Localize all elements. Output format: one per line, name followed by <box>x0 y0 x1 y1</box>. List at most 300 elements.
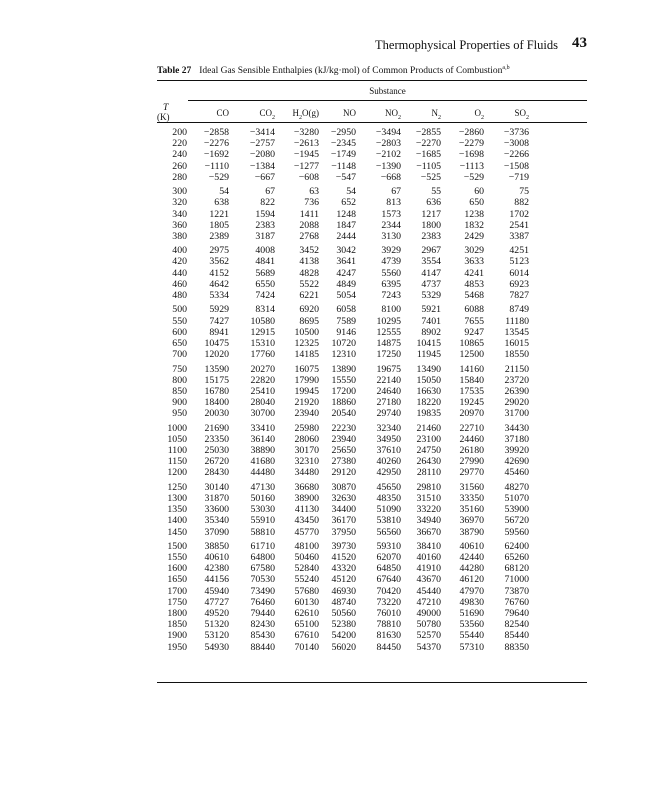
header-rule <box>157 122 587 123</box>
table-row <box>157 397 587 408</box>
enthalpy-cell: 1573 <box>381 208 401 220</box>
substance-rule <box>188 100 587 101</box>
temperature-cell: 1250 <box>167 481 187 493</box>
enthalpy-cell: 73490 <box>250 585 275 597</box>
column-header-base: N <box>431 108 438 118</box>
enthalpy-cell: 8749 <box>509 304 529 316</box>
enthalpy-cell: 18550 <box>504 349 529 361</box>
temperature-cell: 240 <box>172 149 187 161</box>
enthalpy-cell: 4152 <box>209 267 229 279</box>
enthalpy-cell: 51070 <box>504 492 529 504</box>
table-row <box>157 504 587 515</box>
enthalpy-cell: 14185 <box>294 349 319 361</box>
enthalpy-cell: 37180 <box>504 433 529 445</box>
enthalpy-cell: 60130 <box>294 596 319 608</box>
table-title: Ideal Gas Sensible Enthalpies (kJ/kg·mol) of Common Products of Combustion <box>199 66 503 77</box>
enthalpy-cell: 23720 <box>504 374 529 386</box>
enthalpy-cell: 22710 <box>459 422 484 434</box>
enthalpy-cell: 41910 <box>416 563 441 575</box>
enthalpy-cell: 8314 <box>255 304 275 316</box>
enthalpy-cell: 15840 <box>459 374 484 386</box>
enthalpy-cell: 17200 <box>331 385 356 397</box>
enthalpy-cell: 44480 <box>250 467 275 479</box>
enthalpy-cell: 2383 <box>421 230 441 242</box>
enthalpy-cell: 84450 <box>376 641 401 653</box>
enthalpy-cell: 23100 <box>416 433 441 445</box>
table-row <box>157 552 587 563</box>
enthalpy-cell: 6058 <box>336 304 356 316</box>
enthalpy-cell: 39730 <box>331 540 356 552</box>
enthalpy-cell: 29770 <box>459 467 484 479</box>
enthalpy-cell: −1692 <box>203 149 229 161</box>
enthalpy-cell: 2975 <box>209 245 229 257</box>
enthalpy-cell: 88440 <box>250 641 275 653</box>
temperature-cell: 1450 <box>167 526 187 538</box>
temperature-cell: 1750 <box>167 596 187 608</box>
table-row <box>157 467 587 478</box>
enthalpy-cell: 12310 <box>331 349 356 361</box>
table-row <box>157 197 587 208</box>
enthalpy-cell: 5054 <box>336 290 356 301</box>
table-row <box>157 149 587 160</box>
enthalpy-cell: 28110 <box>416 467 441 479</box>
enthalpy-cell: 4247 <box>336 267 356 279</box>
enthalpy-cell: 42690 <box>504 456 529 468</box>
temperature-cell: 850 <box>172 385 187 397</box>
enthalpy-cell: 6920 <box>299 304 319 316</box>
enthalpy-cell: 19945 <box>294 385 319 397</box>
enthalpy-cell: 79440 <box>250 608 275 619</box>
temperature-cell: 1850 <box>167 619 187 631</box>
enthalpy-cell: 6014 <box>509 267 529 279</box>
column-header-subscript: 2 <box>299 114 302 121</box>
column-header-base: H <box>292 108 299 118</box>
enthalpy-cell: 33350 <box>459 492 484 504</box>
temperature-cell: 1500 <box>167 540 187 552</box>
enthalpy-cell: 33600 <box>204 504 229 516</box>
enthalpy-cell: 3554 <box>421 256 441 268</box>
row-group <box>157 364 587 420</box>
column-header <box>306 108 356 118</box>
enthalpy-cell: −2080 <box>249 149 275 161</box>
enthalpy-cell: 47130 <box>250 481 275 493</box>
temperature-cell: 380 <box>172 230 187 242</box>
enthalpy-cell: 42950 <box>376 467 401 479</box>
enthalpy-cell: −547 <box>335 171 356 183</box>
enthalpy-cell: 51090 <box>376 504 401 516</box>
enthalpy-cell: 44280 <box>459 563 484 575</box>
enthalpy-cell: 30700 <box>250 408 275 420</box>
enthalpy-cell: 58810 <box>250 526 275 538</box>
enthalpy-cell: 70420 <box>376 585 401 597</box>
temperature-symbol: T <box>163 103 169 113</box>
temperature-cell: 1050 <box>167 433 187 445</box>
enthalpy-cell: 28060 <box>294 433 319 445</box>
enthalpy-cell: 79640 <box>504 608 529 619</box>
enthalpy-cell: 35160 <box>459 504 484 516</box>
table-row <box>157 386 587 397</box>
enthalpy-cell: 45770 <box>294 526 319 538</box>
column-header <box>179 108 229 118</box>
table-row <box>157 574 587 585</box>
enthalpy-cell: 4841 <box>255 256 275 268</box>
enthalpy-cell: −1148 <box>331 160 356 172</box>
enthalpy-cell: 5921 <box>421 304 441 316</box>
column-header <box>431 108 484 121</box>
temperature-cell: 320 <box>172 197 187 209</box>
enthalpy-cell: 2383 <box>255 219 275 231</box>
temperature-cell: 1350 <box>167 504 187 516</box>
temperature-cell: 420 <box>172 256 187 268</box>
enthalpy-cell: 28040 <box>250 397 275 409</box>
enthalpy-cell: 63 <box>309 186 319 198</box>
enthalpy-cell: −2276 <box>203 138 229 150</box>
table-row <box>157 220 587 231</box>
enthalpy-cell: 52570 <box>416 630 441 642</box>
temperature-cell: 1200 <box>167 467 187 479</box>
table-row <box>157 268 587 279</box>
enthalpy-cell: 48100 <box>294 540 319 552</box>
enthalpy-cell: 12020 <box>204 349 229 361</box>
temperature-cell: 500 <box>172 304 187 316</box>
enthalpy-cell: −2279 <box>458 138 484 150</box>
enthalpy-cell: 47727 <box>204 596 229 608</box>
enthalpy-cell: 638 <box>214 197 229 209</box>
enthalpy-cell: 3187 <box>255 230 275 242</box>
enthalpy-cell: −529 <box>208 171 229 183</box>
enthalpy-cell: 25980 <box>294 422 319 434</box>
enthalpy-cell: 67 <box>391 186 401 198</box>
title-footnote-marks: a,b <box>502 65 510 71</box>
temperature-cell: 200 <box>172 127 187 138</box>
enthalpy-cell: 1847 <box>336 219 356 231</box>
enthalpy-cell: 10865 <box>459 337 484 349</box>
table-row <box>157 408 587 419</box>
column-header-subscript: 2 <box>398 114 401 121</box>
enthalpy-cell: −1945 <box>293 149 319 161</box>
enthalpy-cell: 3452 <box>299 245 319 257</box>
enthalpy-cell: 45440 <box>416 585 441 597</box>
page-number: 43 <box>572 35 587 51</box>
enthalpy-cell: 75 <box>519 186 529 198</box>
enthalpy-cell: 14160 <box>459 363 484 375</box>
enthalpy-cell: 19245 <box>459 397 484 409</box>
enthalpy-cell: 33410 <box>250 422 275 434</box>
enthalpy-cell: 29020 <box>504 397 529 409</box>
enthalpy-cell: 5123 <box>509 256 529 268</box>
column-header-subscript: 2 <box>438 114 441 121</box>
temperature-cell: 1950 <box>167 641 187 653</box>
enthalpy-cell: 34480 <box>294 467 319 479</box>
enthalpy-cell: 26430 <box>416 456 441 468</box>
enthalpy-cell: 29120 <box>331 467 356 479</box>
table-caption <box>157 65 510 76</box>
enthalpy-cell: −1110 <box>204 160 229 172</box>
temperature-cell: 1550 <box>167 552 187 564</box>
enthalpy-cell: 32340 <box>376 422 401 434</box>
enthalpy-cell: −1685 <box>415 149 441 161</box>
enthalpy-cell: 55 <box>431 186 441 198</box>
enthalpy-cell: 32630 <box>331 492 356 504</box>
enthalpy-cell: 43320 <box>331 563 356 575</box>
enthalpy-cell: −2855 <box>415 127 441 138</box>
enthalpy-cell: 28430 <box>204 467 229 479</box>
enthalpy-cell: 5929 <box>209 304 229 316</box>
enthalpy-cell: 2768 <box>299 230 319 242</box>
enthalpy-cell: 7655 <box>464 315 484 327</box>
temperature-cell: 460 <box>172 278 187 290</box>
enthalpy-cell: −529 <box>463 171 484 183</box>
enthalpy-cell: 60 <box>474 186 484 198</box>
enthalpy-cell: 68120 <box>504 563 529 575</box>
enthalpy-cell: −2803 <box>375 138 401 150</box>
enthalpy-cell: 62610 <box>294 608 319 619</box>
enthalpy-cell: 31700 <box>504 408 529 420</box>
table-row <box>157 127 587 138</box>
temperature-cell: 650 <box>172 337 187 349</box>
column-header <box>479 108 529 121</box>
enthalpy-cell: 6395 <box>381 278 401 290</box>
enthalpy-cell: 23350 <box>204 433 229 445</box>
enthalpy-cell: −3736 <box>503 127 529 138</box>
enthalpy-cell: 11945 <box>416 349 441 361</box>
table-row <box>157 597 587 608</box>
enthalpy-cell: 85440 <box>504 630 529 642</box>
table-row <box>157 161 587 172</box>
enthalpy-cell: 30140 <box>204 481 229 493</box>
enthalpy-cell: 18860 <box>331 397 356 409</box>
enthalpy-cell: 27380 <box>331 456 356 468</box>
enthalpy-cell: 56720 <box>504 515 529 527</box>
row-group <box>157 127 587 183</box>
table-row <box>157 563 587 574</box>
enthalpy-cell: 4739 <box>381 256 401 268</box>
enthalpy-cell: 17535 <box>459 385 484 397</box>
enthalpy-cell: 8941 <box>209 326 229 338</box>
table-row <box>157 515 587 526</box>
temperature-cell: 1150 <box>167 456 187 468</box>
temperature-cell: 1800 <box>167 608 187 619</box>
enthalpy-cell: 50460 <box>294 552 319 564</box>
enthalpy-cell: −2613 <box>293 138 319 150</box>
temperature-unit: (K) <box>157 112 170 122</box>
enthalpy-cell: 22820 <box>250 374 275 386</box>
enthalpy-cell: 5560 <box>381 267 401 279</box>
enthalpy-cell: 9146 <box>336 326 356 338</box>
enthalpy-cell: 30170 <box>294 445 319 456</box>
enthalpy-cell: 18220 <box>416 397 441 409</box>
enthalpy-cell: 5334 <box>209 290 229 301</box>
enthalpy-cell: 70140 <box>294 641 319 653</box>
enthalpy-cell: 40610 <box>204 552 229 564</box>
enthalpy-cell: −2860 <box>458 127 484 138</box>
enthalpy-cell: 81630 <box>376 630 401 642</box>
enthalpy-cell: −1749 <box>330 149 356 161</box>
enthalpy-cell: 26390 <box>504 385 529 397</box>
enthalpy-cell: 34940 <box>416 515 441 527</box>
enthalpy-cell: −3494 <box>375 127 401 138</box>
enthalpy-cell: 8902 <box>421 326 441 338</box>
enthalpy-cell: 32310 <box>294 456 319 468</box>
enthalpy-cell: 31510 <box>416 492 441 504</box>
enthalpy-cell: −525 <box>420 171 441 183</box>
temperature-cell: 1900 <box>167 630 187 642</box>
enthalpy-cell: 736 <box>304 197 319 209</box>
enthalpy-cell: 62070 <box>376 552 401 564</box>
enthalpy-cell: 29810 <box>416 481 441 493</box>
temperature-cell: 260 <box>172 160 187 172</box>
enthalpy-cell: 27180 <box>376 397 401 409</box>
enthalpy-cell: 4642 <box>209 278 229 290</box>
enthalpy-cell: 20030 <box>204 408 229 420</box>
enthalpy-cell: 24750 <box>416 445 441 456</box>
enthalpy-cell: 4008 <box>255 245 275 257</box>
enthalpy-cell: 45650 <box>376 481 401 493</box>
enthalpy-cell: 3929 <box>381 245 401 257</box>
table-row <box>157 364 587 375</box>
enthalpy-cell: 25030 <box>204 445 229 456</box>
enthalpy-cell: 65100 <box>294 619 319 631</box>
enthalpy-cell: 23940 <box>331 433 356 445</box>
table-row <box>157 608 587 619</box>
enthalpy-cell: −1384 <box>249 160 275 172</box>
temperature-cell: 950 <box>172 408 187 420</box>
enthalpy-cell: 652 <box>341 197 356 209</box>
enthalpy-cell: 76460 <box>250 596 275 608</box>
enthalpy-cell: 17760 <box>250 349 275 361</box>
enthalpy-cell: 1217 <box>421 208 441 220</box>
enthalpy-cell: 34950 <box>376 433 401 445</box>
enthalpy-cell: 4241 <box>464 267 484 279</box>
table-row <box>157 279 587 290</box>
enthalpy-cell: 4849 <box>336 278 356 290</box>
enthalpy-cell: 5689 <box>255 267 275 279</box>
enthalpy-cell: 3130 <box>381 230 401 242</box>
enthalpy-cell: 35340 <box>204 515 229 527</box>
temperature-cell: 1600 <box>167 563 187 575</box>
enthalpy-cell: 51690 <box>459 608 484 619</box>
enthalpy-cell: 50160 <box>250 492 275 504</box>
enthalpy-cell: 10720 <box>331 337 356 349</box>
column-header <box>225 108 275 121</box>
enthalpy-cell: 61710 <box>250 540 275 552</box>
enthalpy-cell: 70530 <box>250 574 275 586</box>
enthalpy-cell: 2088 <box>299 219 319 231</box>
enthalpy-cell: −2266 <box>503 149 529 161</box>
enthalpy-cell: −2757 <box>249 138 275 150</box>
temperature-cell: 1650 <box>167 574 187 586</box>
running-head: Thermophysical Properties of Fluids <box>375 38 558 52</box>
enthalpy-cell: 25650 <box>331 445 356 456</box>
enthalpy-cell: 36670 <box>416 526 441 538</box>
enthalpy-cell: 25410 <box>250 385 275 397</box>
table-row <box>157 642 587 653</box>
enthalpy-cell: 3562 <box>209 256 229 268</box>
enthalpy-cell: 2541 <box>509 219 529 231</box>
enthalpy-cell: 53560 <box>459 619 484 631</box>
enthalpy-cell: 882 <box>514 197 529 209</box>
temperature-cell: 400 <box>172 245 187 257</box>
table-row <box>157 445 587 456</box>
enthalpy-cell: 31870 <box>204 492 229 504</box>
enthalpy-cell: 1411 <box>299 208 319 220</box>
enthalpy-cell: 3387 <box>509 230 529 242</box>
enthalpy-cell: 37090 <box>204 526 229 538</box>
enthalpy-cell: 650 <box>469 197 484 209</box>
enthalpy-cell: 10580 <box>250 315 275 327</box>
enthalpy-cell: −608 <box>298 171 319 183</box>
enthalpy-cell: 3641 <box>336 256 356 268</box>
enthalpy-cell: 4828 <box>299 267 319 279</box>
temperature-cell: 1400 <box>167 515 187 527</box>
enthalpy-cell: 49520 <box>204 608 229 619</box>
enthalpy-cell: 19675 <box>376 363 401 375</box>
temperature-cell: 440 <box>172 267 187 279</box>
column-header-subscript: 2 <box>272 114 275 121</box>
enthalpy-cell: 57680 <box>294 585 319 597</box>
enthalpy-cell: 64800 <box>250 552 275 564</box>
enthalpy-cell: 67 <box>265 186 275 198</box>
enthalpy-cell: 47210 <box>416 596 441 608</box>
enthalpy-cell: 56020 <box>331 641 356 653</box>
enthalpy-cell: 2389 <box>209 230 229 242</box>
enthalpy-cell: 59310 <box>376 540 401 552</box>
table-row <box>157 349 587 360</box>
enthalpy-cell: 41520 <box>331 552 356 564</box>
enthalpy-cell: 24460 <box>459 433 484 445</box>
enthalpy-cell: 12555 <box>376 326 401 338</box>
enthalpy-cell: 27990 <box>459 456 484 468</box>
enthalpy-cell: 39920 <box>504 445 529 456</box>
enthalpy-cell: 4147 <box>421 267 441 279</box>
temperature-cell: 1300 <box>167 492 187 504</box>
enthalpy-cell: −1390 <box>375 160 401 172</box>
enthalpy-cell: 7424 <box>255 290 275 301</box>
row-group <box>157 423 587 479</box>
enthalpy-cell: −2950 <box>330 127 356 138</box>
enthalpy-cell: 52840 <box>294 563 319 575</box>
enthalpy-cell: 1221 <box>209 208 229 220</box>
enthalpy-cell: 4853 <box>464 278 484 290</box>
enthalpy-cell: −1277 <box>293 160 319 172</box>
enthalpy-cell: 54930 <box>204 641 229 653</box>
enthalpy-cell: 5468 <box>464 290 484 301</box>
enthalpy-cell: 813 <box>386 197 401 209</box>
table-row <box>157 138 587 149</box>
enthalpy-cell: 16630 <box>416 385 441 397</box>
enthalpy-cell: −1698 <box>458 149 484 161</box>
enthalpy-cell: 48740 <box>331 596 356 608</box>
column-header-base: NO <box>385 108 398 118</box>
table-row <box>157 375 587 386</box>
enthalpy-cell: 3029 <box>464 245 484 257</box>
enthalpy-cell: 82430 <box>250 619 275 631</box>
enthalpy-cell: 57310 <box>459 641 484 653</box>
temperature-cell: 300 <box>172 186 187 198</box>
enthalpy-cell: 55910 <box>250 515 275 527</box>
enthalpy-cell: 10295 <box>376 315 401 327</box>
enthalpy-cell: 54200 <box>331 630 356 642</box>
enthalpy-cell: 42440 <box>459 552 484 564</box>
enthalpy-cell: 48270 <box>504 481 529 493</box>
enthalpy-cell: 37950 <box>331 526 356 538</box>
enthalpy-cell: 7827 <box>509 290 529 301</box>
table-row <box>157 245 587 256</box>
table-row <box>157 527 587 538</box>
table-row <box>157 316 587 327</box>
enthalpy-cell: 1594 <box>255 208 275 220</box>
enthalpy-cell: 15310 <box>250 337 275 349</box>
